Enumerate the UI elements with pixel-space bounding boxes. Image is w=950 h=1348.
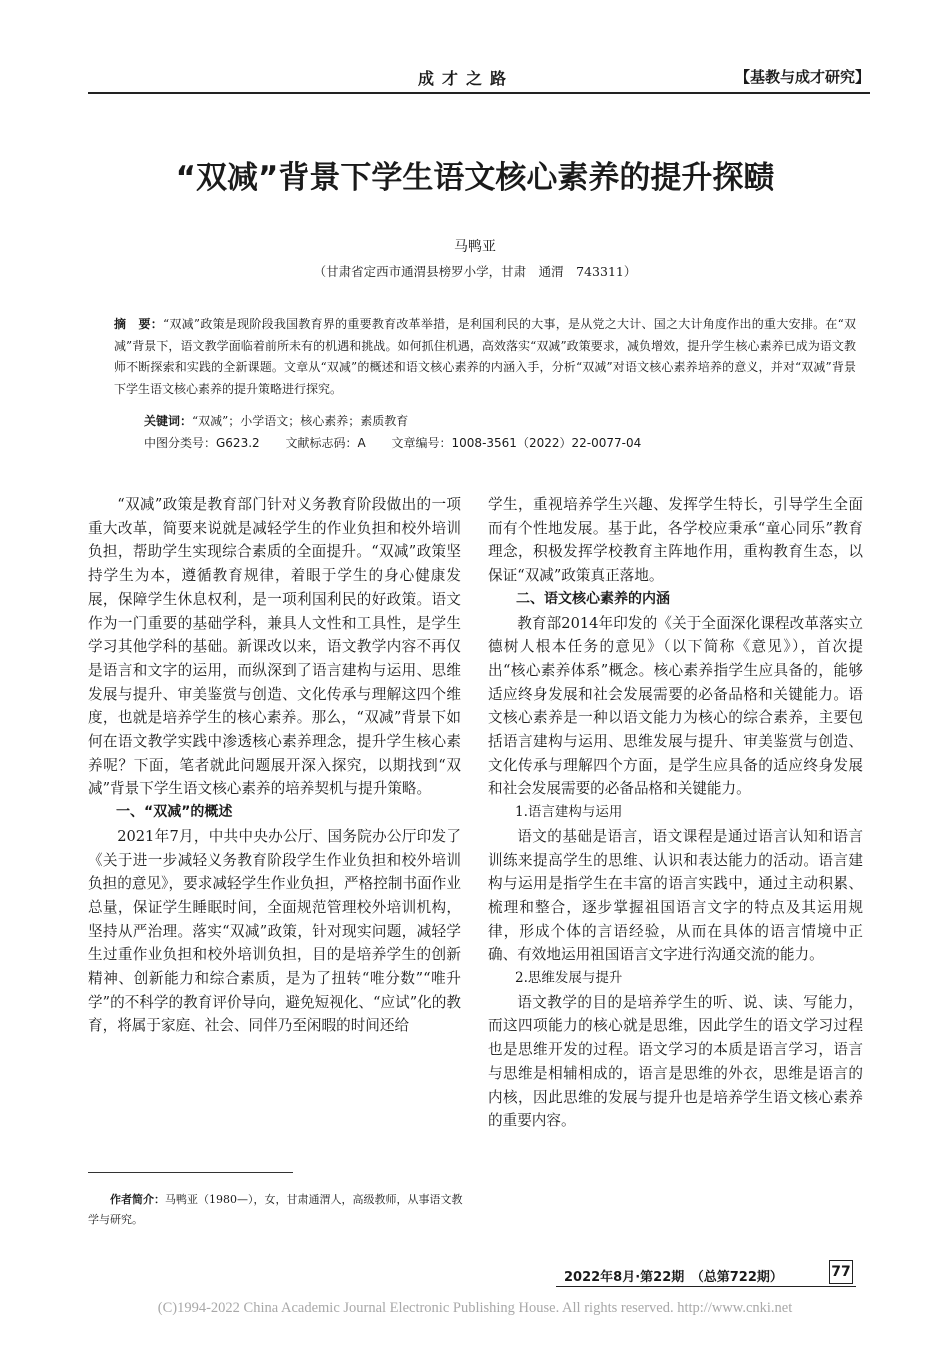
class-number: 中图分类号：G623.2	[144, 436, 260, 450]
paragraph: 语文教学的目的是培养学生的听、说、读、写能力，而这四项能力的核心就是思维，因此学生的语文学习过程也是思维开发的过程。语文学习的本质是语言学习，语言与思维是相辅相成的，语言是思维的外衣，思维是语言的内核，因此思维的发展与提升也是培养学生语文核心素养的重要内容。	[488, 993, 863, 1130]
keywords	[144, 410, 408, 433]
document-code: 文献标志码：A	[285, 436, 366, 450]
right-column	[488, 493, 863, 1133]
footnote-text: 马鸭亚（1980—），女，甘肃通渭人，高级教师，从事语文教学与研究。	[88, 1193, 463, 1226]
copyright-watermark: (C)1994-2022 China Academic Journal Electronic Publishing House. All rights reserved. http://www.cnki.net	[157, 1300, 793, 1316]
classification-line	[144, 434, 663, 451]
subsection-heading: 1.语言建构与运用	[515, 804, 623, 821]
abstract	[114, 314, 856, 400]
section-heading: 二、语文核心素养的内涵	[516, 590, 670, 607]
issue-info: 2022年8月·第22期 （总第722期）	[564, 1270, 783, 1285]
footnote-divider	[88, 1172, 293, 1173]
article-number: 文章编号：1008-3561（2022）22-0077-04	[391, 436, 642, 450]
paragraph: 学生，重视培养学生兴趣、发挥学生特长，引导学生全面而有个性地发展。基于此，各学校应秉承“童心同乐”教育理念，积极发挥学校教育主阵地作用，重构教育生态，以保证“双减”政策真正落地。	[488, 496, 863, 585]
paragraph: “双减”政策是教育部门针对义务教育阶段做出的一项重大改革，简要来说就是减轻学生的作业负担和校外培训负担，帮助学生实现综合素质的全面提升。“双减”政策坚持学生为本，遵循教育规律，着眼于学生的身心健康发展，保障学生休息权利，是一项利国利民的好政策。语文作为一门重要的基础学科，兼具人文性和工具性，是学生学习其他学科的基础。新课改以来，语文教学内容不再仅是语言和文字的运用，而纵深到了语言建构与运用、思维发展与提升、审美鉴赏与创造、文化传承与理解这四个维度，也就是培养学生的核心素养。那么，“双减”背景下如何在语文教学实践中渗透核心素养理念，提升学生核心素养呢？下面，笔者就此问题展开深入探究，以期找到“双减”背景下学生语文核心素养的培养契机与提升策略。	[88, 496, 461, 798]
left-column	[88, 493, 461, 1038]
column-tag: 【基教与成才研究】	[734, 68, 870, 86]
abstract-label: 摘 要：	[114, 317, 164, 331]
article-title: “双减”背景下学生语文核心素养的提升探赜	[175, 160, 775, 196]
paragraph: 教育部2014年印发的《关于全面深化课程改革落实立德树人根本任务的意见》（以下简称《意见》），首次提出“核心素养体系”概念。核心素养指学生应具备的，能够适应终身发展和社会发展需要的必备品格和关键能力。语文核心素养是一种以语文能力为核心的综合素养，主要包括语言建构与运用、思维发展与提升、审美鉴赏与创造、文化传承与理解四个方面，是学生应具备的适应终身发展和社会发展需要的必备品格和关键能力。	[488, 614, 863, 798]
paragraph: 2021年7月，中共中央办公厅、国务院办公厅印发了《关于进一步减轻义务教育阶段学生作业负担和校外培训负担的意见》，要求减轻学生作业负担，严格控制书面作业总量，保证学生睡眠时间，全面规范管理校外培训机构，坚持从严治理。落实“双减”政策，针对现实问题，减轻学生过重作业负担和校外培训负担，目的是培养学生的创新精神、创新能力和综合素质，是为了扭转“唯分数”“唯升学”的不科学的教育评价导向，避免短视化、“应试”化的教育，将属于家庭、社会、同伴乃至闲暇的时间还给	[88, 827, 461, 1035]
running-header	[88, 62, 870, 94]
paragraph: 语文的基础是语言，语文课程是通过语言认知和语言训练来提高学生的思维、认识和表达能力的活动。语言建构与运用是指学生在丰富的语言实践中，通过主动积累、梳理和整合，逐步掌握祖国语言文字的特点及其运用规律，形成个体的言语经验，从而在具体的语言情境中正确、有效地运用祖国语言文字进行沟通交流的能力。	[488, 827, 863, 964]
author-footnote	[88, 1190, 463, 1230]
keywords-label: 关键词：	[144, 414, 193, 428]
footer-divider	[556, 1286, 856, 1287]
subsection-heading: 2.思维发展与提升	[515, 970, 623, 987]
section-heading: 一、“双减”的概述	[116, 804, 233, 821]
keywords-text: “双减”；小学语文；核心素养；素质教育	[192, 414, 409, 428]
page-number: 77	[829, 1260, 853, 1284]
author-affiliation: （甘肃省定西市通渭县榜罗小学，甘肃 通渭 743311）	[313, 264, 637, 279]
journal-name: 成才之路	[418, 69, 515, 88]
footnote-label: 作者简介：	[110, 1193, 165, 1206]
abstract-text: “双减”政策是现阶段我国教育界的重要教育改革举措，是利国利民的大事，是从党之大计、国之大计角度作出的重大安排。在“双减”背景下，语文教学面临着前所未有的机遇和挑战。如何抓住机遇，高效落实“双减”政策要求，减负增效，提升学生核心素养已成为语文教师不断探索和实践的全新课题。文章从“双减”的概述和语文核心素养的内涵入手，分析“双减”对语文核心素养培养的意义，并对“双减”背景下学生语文核心素养的提升策略进行探究。	[114, 317, 856, 396]
author-name: 马鸭亚	[454, 239, 496, 255]
